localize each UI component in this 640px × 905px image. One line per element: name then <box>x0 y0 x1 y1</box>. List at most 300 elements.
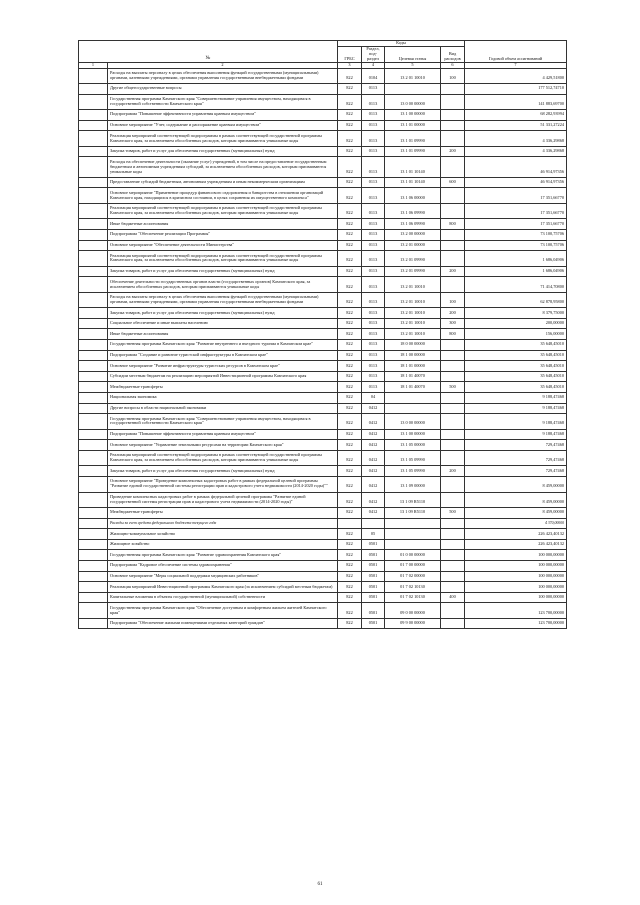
row-grbs-cell: 822 <box>338 203 362 219</box>
row-section-cell: 05 <box>362 529 385 540</box>
row-expense-type-cell: 300 <box>441 318 465 329</box>
row-grbs-cell: 822 <box>338 429 362 440</box>
table-row <box>79 450 567 466</box>
row-section-cell: 0412 <box>362 466 385 477</box>
table-row <box>79 403 567 414</box>
row-name-cell: Жилищно-коммунальное хозяйство <box>108 529 338 540</box>
row-number-cell <box>79 477 108 493</box>
row-number-cell <box>79 84 108 95</box>
column-index: 3 <box>338 62 362 68</box>
column-index: 5 <box>385 62 441 68</box>
row-target-article-cell: 13 1 01 09990 <box>385 146 441 157</box>
row-amount-cell: 8 459,00000 <box>465 492 567 508</box>
row-name-cell: Государственная программа Камчатского края "Развитие внутреннего и въездного туризма в Камчатском крае" <box>108 340 338 351</box>
row-target-article-cell: 13 1 00 00000 <box>385 110 441 121</box>
row-section-cell: 0113 <box>362 94 385 110</box>
table-row <box>79 440 567 451</box>
row-number-cell <box>79 177 108 188</box>
row-section-cell: 0113 <box>362 277 385 293</box>
row-grbs-cell: 822 <box>338 466 362 477</box>
row-number-cell <box>79 251 108 267</box>
row-name-cell: Основное мероприятие "Развитие инфраструктуры туристских ресурсов в Камчатском крае" <box>108 361 338 372</box>
table-row <box>79 68 567 84</box>
row-target-article-cell: 13 2 01 09990 <box>385 266 441 277</box>
header-grbs: ГРБС <box>338 46 362 62</box>
row-section-cell: 0113 <box>362 146 385 157</box>
row-name-cell: Подпрограмма "Создание и развитие туристской инфраструктуры в Камчатском крае" <box>108 350 338 361</box>
row-expense-type-cell <box>441 84 465 95</box>
row-grbs-cell: 822 <box>338 550 362 561</box>
table-row <box>79 203 567 219</box>
row-name-cell: Жилищное хозяйство <box>108 539 338 550</box>
row-grbs-cell: 822 <box>338 508 362 519</box>
row-number-cell <box>79 550 108 561</box>
table-row <box>79 393 567 404</box>
row-section-cell: 0501 <box>362 603 385 619</box>
column-index: 4 <box>362 62 385 68</box>
row-section-cell: 0412 <box>362 440 385 451</box>
row-amount-cell: 177 512,74710 <box>465 84 567 95</box>
row-amount-cell: 35 648,45010 <box>465 371 567 382</box>
row-amount-cell: 73 100,75706 <box>465 240 567 251</box>
table-row <box>79 308 567 319</box>
row-target-article-cell: 13 1 05 09990 <box>385 466 441 477</box>
row-expense-type-cell: 600 <box>441 177 465 188</box>
row-section-cell: 0501 <box>362 539 385 550</box>
row-section-cell: 0501 <box>362 618 385 629</box>
row-target-article-cell: 13 1 09 R5110 <box>385 508 441 519</box>
row-name-cell: Закупка товаров, работ и услуг для обеспечения государственных (муниципальных) нужд <box>108 466 338 477</box>
row-amount-cell: 8 379,75000 <box>465 308 567 319</box>
table-row <box>79 329 567 340</box>
row-grbs-cell: 822 <box>338 529 362 540</box>
row-grbs-cell: 822 <box>338 188 362 204</box>
table-row <box>79 518 567 529</box>
row-number-cell <box>79 157 108 177</box>
row-amount-cell: 156,00000 <box>465 329 567 340</box>
row-target-article-cell: 18 1 01 40070 <box>385 382 441 393</box>
row-target-article-cell: 18 0 00 00000 <box>385 340 441 351</box>
row-expense-type-cell <box>441 203 465 219</box>
row-expense-type-cell <box>441 582 465 593</box>
row-name-cell: Основное мероприятие "Проведение комплексных кадастровых работ в рамках федеральной целевой программы "Развитие единой государственной системы регистрации прав и кадастрового учета недвижимости (2014-2020 годы)"" <box>108 477 338 493</box>
row-grbs-cell <box>338 518 362 529</box>
row-target-article-cell: 09 0 00 00000 <box>385 603 441 619</box>
table-row <box>79 340 567 351</box>
row-number-cell <box>79 450 108 466</box>
row-amount-cell: 17 351,66770 <box>465 219 567 230</box>
header-target-article: Целевая статья <box>385 46 441 62</box>
row-section-cell: 0113 <box>362 251 385 267</box>
row-target-article-cell: 01 7 00 00000 <box>385 560 441 571</box>
row-section-cell <box>362 518 385 529</box>
header-section: Раздел, под-раздел <box>362 46 385 62</box>
row-number-cell <box>79 110 108 121</box>
row-number-cell <box>79 393 108 404</box>
row-name-cell: Реализация мероприятий соответствующей подпрограммы в рамках соответствующей государственной программы Камчатского края, за исключением обособленных расходов, которым присваиваются уникальные коды <box>108 251 338 267</box>
table-row <box>79 157 567 177</box>
row-section-cell: 0501 <box>362 550 385 561</box>
row-section-cell: 0501 <box>362 571 385 582</box>
row-number-cell <box>79 230 108 241</box>
row-grbs-cell: 822 <box>338 68 362 84</box>
row-number-cell <box>79 508 108 519</box>
row-name-cell: Межбюджетные трансферты <box>108 382 338 393</box>
row-target-article-cell <box>385 529 441 540</box>
row-expense-type-cell <box>441 230 465 241</box>
row-section-cell: 0113 <box>362 120 385 131</box>
row-expense-type-cell: 100 <box>441 68 465 84</box>
row-section-cell: 0113 <box>362 131 385 147</box>
row-section-cell: 0412 <box>362 492 385 508</box>
row-expense-type-cell <box>441 571 465 582</box>
row-amount-cell: 123 700,00000 <box>465 618 567 629</box>
row-name-cell: Закупка товаров, работ и услуг для обеспечения государственных (муниципальных) нужд <box>108 308 338 319</box>
row-section-cell: 0113 <box>362 318 385 329</box>
row-number-cell <box>79 539 108 550</box>
row-expense-type-cell <box>441 440 465 451</box>
table-row <box>79 94 567 110</box>
row-target-article-cell: 13 1 00 00000 <box>385 429 441 440</box>
table-row <box>79 603 567 619</box>
row-name-cell: Национальная экономика <box>108 393 338 404</box>
table-row <box>79 466 567 477</box>
row-name-cell: Обеспечение деятельности государственных органов власти (государственных органов) Камчатского края, за исключением обособленных расходов, которым присваиваются уникальные коды <box>108 277 338 293</box>
table-row <box>79 240 567 251</box>
row-amount-cell: 141 883,69700 <box>465 94 567 110</box>
row-target-article-cell: 13 1 06 09990 <box>385 203 441 219</box>
row-expense-type-cell: 200 <box>441 146 465 157</box>
table-row <box>79 477 567 493</box>
row-number-cell <box>79 240 108 251</box>
row-grbs-cell: 822 <box>338 277 362 293</box>
row-expense-type-cell: 200 <box>441 266 465 277</box>
row-name-cell: Социальное обеспечение и иные выплаты населению <box>108 318 338 329</box>
row-target-article-cell: 13 1 05 00000 <box>385 440 441 451</box>
row-target-article-cell: 13 2 01 10010 <box>385 277 441 293</box>
row-target-article-cell <box>385 518 441 529</box>
row-amount-cell: 8 459,00000 <box>465 508 567 519</box>
row-grbs-cell: 822 <box>338 146 362 157</box>
row-name-cell: Подпрограмма "Обеспечение реализации Программы" <box>108 230 338 241</box>
row-amount-cell: 729,47468 <box>465 440 567 451</box>
row-expense-type-cell: 800 <box>441 219 465 230</box>
row-section-cell: 0113 <box>362 188 385 204</box>
row-name-cell: Реализация мероприятий соответствующей подпрограммы в рамках соответствующей государственной программы Камчатского края, за исключением обособленных расходов, которым присваиваются уникальные коды <box>108 203 338 219</box>
row-target-article-cell: 13 1 09 00000 <box>385 477 441 493</box>
row-section-cell: 0113 <box>362 292 385 308</box>
row-grbs-cell: 822 <box>338 440 362 451</box>
row-expense-type-cell <box>441 429 465 440</box>
table-row <box>79 292 567 308</box>
row-section-cell: 0412 <box>362 414 385 430</box>
table-row <box>79 382 567 393</box>
row-number-cell <box>79 592 108 603</box>
table-row <box>79 266 567 277</box>
header-expense-type: Вид расходов <box>441 46 465 62</box>
row-target-article-cell: 18 1 00 00000 <box>385 350 441 361</box>
row-amount-cell: 100 000,00000 <box>465 592 567 603</box>
row-name-cell: Субсидии местным бюджетам на реализацию мероприятий Инвестиционной программы Камчатского края <box>108 371 338 382</box>
table-body <box>79 68 567 629</box>
row-number-cell <box>79 371 108 382</box>
table-row <box>79 251 567 267</box>
row-number-cell <box>79 414 108 430</box>
row-target-article-cell: 09 9 00 00000 <box>385 618 441 629</box>
table-row <box>79 429 567 440</box>
row-number-cell <box>79 582 108 593</box>
row-expense-type-cell <box>441 393 465 404</box>
table-row <box>79 131 567 147</box>
table-row <box>79 188 567 204</box>
row-grbs-cell: 822 <box>338 571 362 582</box>
row-section-cell: 0113 <box>362 371 385 382</box>
row-number-cell <box>79 308 108 319</box>
row-section-cell: 0113 <box>362 157 385 177</box>
row-name-cell: Иные бюджетные ассигнования <box>108 219 338 230</box>
row-target-article-cell: 13 1 01 09990 <box>385 131 441 147</box>
row-amount-cell: 17 351,66770 <box>465 188 567 204</box>
row-target-article-cell: 18 1 01 40070 <box>385 371 441 382</box>
row-grbs-cell: 822 <box>338 84 362 95</box>
row-grbs-cell: 822 <box>338 414 362 430</box>
row-section-cell: 0113 <box>362 308 385 319</box>
row-name-cell: Иные бюджетные ассигнования <box>108 329 338 340</box>
row-amount-cell: 4 429,51800 <box>465 68 567 84</box>
row-section-cell: 0113 <box>362 329 385 340</box>
row-name-cell: Основное мероприятие "Применение процедур финансового оздоровления и банкротства в отношении организаций Камчатского края, находящихся в кризисном состоянии, в целях сохранения их имущественного комплекса" <box>108 188 338 204</box>
row-amount-cell: 17 351,66770 <box>465 203 567 219</box>
column-index: 6 <box>441 62 465 68</box>
table-row <box>79 318 567 329</box>
row-target-article-cell: 13 2 01 10010 <box>385 68 441 84</box>
row-expense-type-cell <box>441 539 465 550</box>
row-target-article-cell <box>385 539 441 550</box>
row-number-cell <box>79 560 108 571</box>
row-expense-type-cell <box>441 110 465 121</box>
row-amount-cell: 68 282,93994 <box>465 110 567 121</box>
row-target-article-cell <box>385 393 441 404</box>
row-expense-type-cell <box>441 529 465 540</box>
row-amount-cell: 62 878,95800 <box>465 292 567 308</box>
row-amount-cell: 71 414,70800 <box>465 277 567 293</box>
row-amount-cell: 200,00000 <box>465 318 567 329</box>
row-number-cell <box>79 603 108 619</box>
row-amount-cell: 100 000,00000 <box>465 571 567 582</box>
row-number-cell <box>79 618 108 629</box>
row-target-article-cell: 13 2 01 09990 <box>385 251 441 267</box>
row-number-cell <box>79 361 108 372</box>
row-grbs-cell: 822 <box>338 361 362 372</box>
row-expense-type-cell: 500 <box>441 382 465 393</box>
row-number-cell <box>79 466 108 477</box>
row-expense-type-cell <box>441 414 465 430</box>
row-name-cell: Государственная программа Камчатского края "Совершенствование управления имуществом, находящимся в государственной собственности Камчатского края" <box>108 94 338 110</box>
table-row <box>79 550 567 561</box>
row-amount-cell: 1 686,04906 <box>465 251 567 267</box>
row-amount-cell: 46 914,97356 <box>465 157 567 177</box>
row-target-article-cell: 13 1 01 10140 <box>385 157 441 177</box>
row-number-cell <box>79 266 108 277</box>
table-row <box>79 84 567 95</box>
row-target-article-cell: 13 0 00 00000 <box>385 94 441 110</box>
row-number-cell <box>79 382 108 393</box>
row-name-cell: Подпрограмма "Повышение эффективности управления краевым имуществом" <box>108 110 338 121</box>
row-grbs-cell: 822 <box>338 251 362 267</box>
row-target-article-cell: 13 2 00 00000 <box>385 230 441 241</box>
row-grbs-cell: 822 <box>338 318 362 329</box>
row-grbs-cell: 822 <box>338 131 362 147</box>
row-expense-type-cell: 200 <box>441 466 465 477</box>
row-section-cell: 0113 <box>362 219 385 230</box>
row-target-article-cell: 13 2 01 10010 <box>385 318 441 329</box>
row-expense-type-cell <box>441 188 465 204</box>
table-row <box>79 371 567 382</box>
table-row <box>79 582 567 593</box>
row-expense-type-cell <box>441 251 465 267</box>
row-grbs-cell: 822 <box>338 329 362 340</box>
row-expense-type-cell <box>441 131 465 147</box>
row-target-article-cell: 01 7 02 10130 <box>385 582 441 593</box>
row-amount-cell: 9 188,47468 <box>465 393 567 404</box>
row-target-article-cell: 13 1 06 00000 <box>385 188 441 204</box>
row-name-cell: Предоставление субсидий бюджетным, автономным учреждениям и иным некоммерческим организациям <box>108 177 338 188</box>
row-section-cell: 0113 <box>362 340 385 351</box>
row-target-article-cell <box>385 403 441 414</box>
row-section-cell: 0113 <box>362 350 385 361</box>
row-number-cell <box>79 188 108 204</box>
row-expense-type-cell <box>441 550 465 561</box>
row-number-cell <box>79 68 108 84</box>
row-amount-cell: 226 423,40132 <box>465 529 567 540</box>
row-amount-cell: 1 686,04906 <box>465 266 567 277</box>
row-section-cell: 0412 <box>362 508 385 519</box>
row-expense-type-cell <box>441 277 465 293</box>
row-number-cell <box>79 571 108 582</box>
header-number: № <box>79 41 338 63</box>
page-number: 61 <box>317 882 323 887</box>
row-number-cell <box>79 203 108 219</box>
row-grbs-cell: 822 <box>338 120 362 131</box>
row-expense-type-cell <box>441 350 465 361</box>
row-expense-type-cell <box>441 240 465 251</box>
row-section-cell: 04 <box>362 393 385 404</box>
row-expense-type-cell <box>441 403 465 414</box>
row-grbs-cell: 822 <box>338 618 362 629</box>
table-row <box>79 120 567 131</box>
column-index: 1 <box>79 62 108 68</box>
row-target-article-cell: 13 2 01 10010 <box>385 329 441 340</box>
row-number-cell <box>79 277 108 293</box>
row-name-cell: Реализация мероприятий Инвестиционной программы Камчатского края (за исключением субсидий местным бюджетам) <box>108 582 338 593</box>
row-amount-cell: 4 370,00000 <box>465 518 567 529</box>
row-number-cell <box>79 492 108 508</box>
row-grbs-cell: 822 <box>338 240 362 251</box>
row-amount-cell: 73 100,75706 <box>465 230 567 241</box>
row-grbs-cell: 822 <box>338 582 362 593</box>
row-grbs-cell: 822 <box>338 292 362 308</box>
row-name-cell: Подпрограмма "Повышение эффективности управления краевым имуществом" <box>108 429 338 440</box>
budget-table <box>78 40 567 629</box>
row-section-cell: 0113 <box>362 361 385 372</box>
row-grbs-cell: 822 <box>338 539 362 550</box>
row-expense-type-cell <box>441 371 465 382</box>
row-amount-cell: 9 188,47468 <box>465 429 567 440</box>
row-number-cell <box>79 219 108 230</box>
row-grbs-cell: 822 <box>338 393 362 404</box>
row-name-cell: Основное мероприятие "Обеспечение деятельности Министерства" <box>108 240 338 251</box>
row-target-article-cell: 13 1 01 00000 <box>385 120 441 131</box>
row-name-cell: Закупка товаров, работ и услуг для обеспечения государственных (муниципальных) нужд <box>108 266 338 277</box>
row-expense-type-cell <box>441 560 465 571</box>
row-amount-cell: 4 336,29868 <box>465 131 567 147</box>
row-target-article-cell: 13 1 06 09990 <box>385 219 441 230</box>
row-name-cell: Расходы на выплаты персоналу в целях обеспечения выполнения функций государственными (муниципальными) органами, казенными учреждениями, органами управления государственными внебюджетными фондами <box>108 292 338 308</box>
row-amount-cell: 729,47468 <box>465 466 567 477</box>
row-name-cell: Проведение комплексных кадастровых работ в рамках федеральной целевой программы "Развитие единой государственной системы регистрации прав и кадастрового учета недвижимости (2014-2020 годы)" <box>108 492 338 508</box>
row-number-cell <box>79 440 108 451</box>
row-section-cell: 0113 <box>362 84 385 95</box>
row-grbs-cell: 822 <box>338 382 362 393</box>
row-number-cell <box>79 318 108 329</box>
column-index: 7 <box>465 62 567 68</box>
row-expense-type-cell <box>441 340 465 351</box>
table-row <box>79 492 567 508</box>
row-grbs-cell: 822 <box>338 350 362 361</box>
row-section-cell: 0412 <box>362 477 385 493</box>
row-number-cell <box>79 131 108 147</box>
row-target-article-cell: 13 2 01 10010 <box>385 308 441 319</box>
row-grbs-cell: 822 <box>338 230 362 241</box>
row-amount-cell: 9 188,47468 <box>465 414 567 430</box>
row-number-cell <box>79 329 108 340</box>
row-number-cell <box>79 350 108 361</box>
table-row <box>79 529 567 540</box>
table-row <box>79 414 567 430</box>
row-grbs-cell: 822 <box>338 603 362 619</box>
row-amount-cell: 8 459,00000 <box>465 477 567 493</box>
row-target-article-cell: 18 1 01 00000 <box>385 361 441 372</box>
row-number-cell <box>79 292 108 308</box>
table-row <box>79 110 567 121</box>
row-grbs-cell: 822 <box>338 477 362 493</box>
row-grbs-cell: 822 <box>338 308 362 319</box>
row-amount-cell: 4 336,29868 <box>465 146 567 157</box>
row-section-cell: 0412 <box>362 403 385 414</box>
row-expense-type-cell <box>441 618 465 629</box>
row-grbs-cell: 822 <box>338 94 362 110</box>
row-expense-type-cell <box>441 477 465 493</box>
row-number-cell <box>79 529 108 540</box>
row-section-cell: 0501 <box>362 592 385 603</box>
row-grbs-cell: 822 <box>338 492 362 508</box>
row-name-cell: Капитальные вложения в объекты государственной (муниципальной) собственности <box>108 592 338 603</box>
row-amount-cell: 51 331,27224 <box>465 120 567 131</box>
row-expense-type-cell: 400 <box>441 592 465 603</box>
table-row <box>79 230 567 241</box>
row-expense-type-cell <box>441 603 465 619</box>
row-section-cell: 0501 <box>362 582 385 593</box>
row-amount-cell: 123 700,00000 <box>465 603 567 619</box>
table-row <box>79 618 567 629</box>
row-name-cell: Подпрограмма "Обеспечение жилыми помещениями отдельных категорий граждан" <box>108 618 338 629</box>
table-row <box>79 592 567 603</box>
row-section-cell: 0501 <box>362 560 385 571</box>
row-target-article-cell: 13 0 00 00000 <box>385 414 441 430</box>
header-annual-amount: Годовой объем ассигнований <box>465 41 567 63</box>
row-amount-cell: 100 000,00000 <box>465 560 567 571</box>
row-grbs-cell: 822 <box>338 266 362 277</box>
